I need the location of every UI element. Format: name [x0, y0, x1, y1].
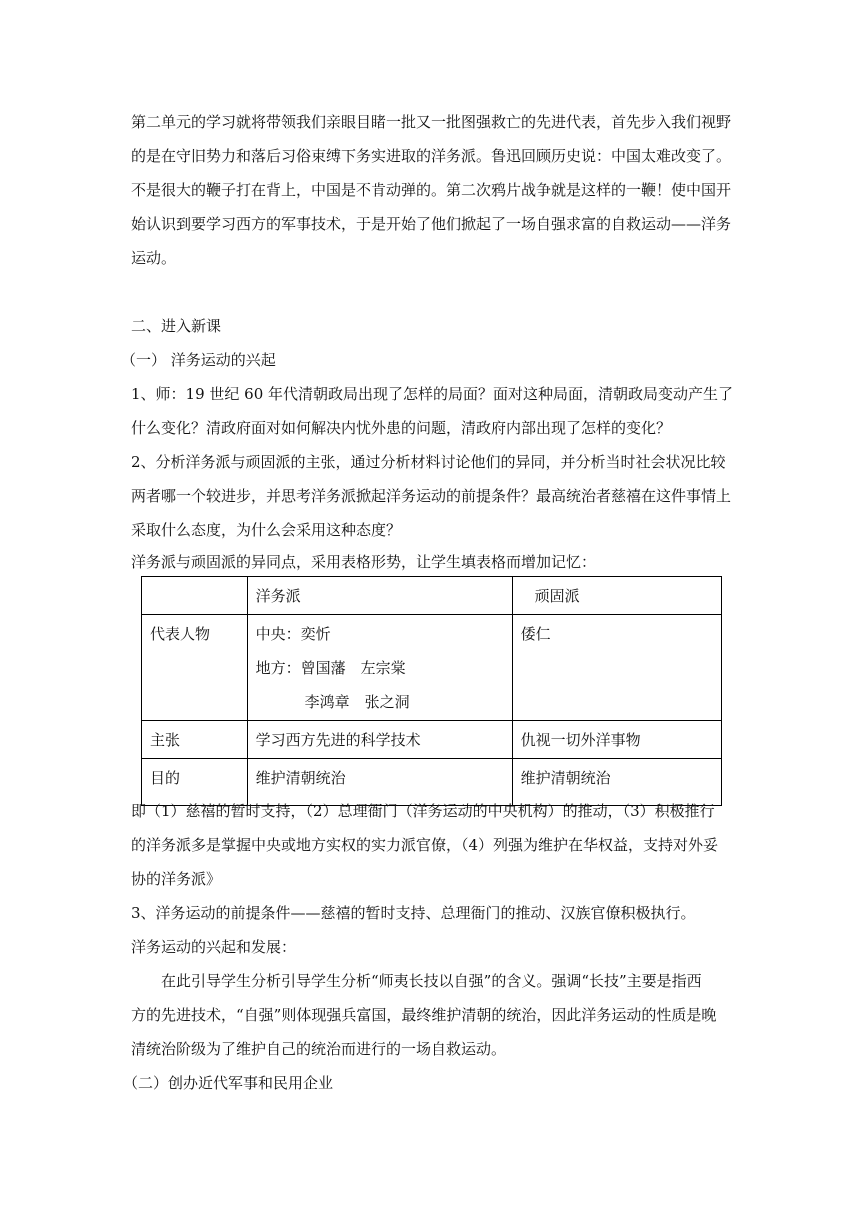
conditions-line-1: 即（1）慈禧的暂时支持，（2）总理衙门（洋务运动的中央机构）的推动，（3）积极推行	[131, 802, 715, 820]
intro-line-5: 运动。	[131, 249, 177, 267]
question-3: 3、洋务运动的前提条件——慈禧的暂时支持、总理衙门的推动、汉族官僚积极执行。	[131, 904, 696, 922]
table-row	[142, 721, 722, 759]
row-label-purpose: 目的	[142, 759, 248, 806]
subsection-heading-1: （一） 洋务运动的兴起	[121, 351, 276, 369]
section-heading: 二、进入新课	[131, 317, 222, 335]
rep-local-1: 地方：曾国藩 左宗棠	[255, 659, 406, 677]
question-2-line-3: 采取什么态度，为什么会采用这种态度？	[131, 521, 402, 539]
question-2-line-1: 2、分析洋务派与顽固派的主张，通过分析材料讨论他们的异同，并分析当时社会状况比较	[131, 453, 726, 471]
row-label-position: 主张	[142, 721, 248, 759]
conditions-line-3: 协的洋务派》	[131, 870, 222, 888]
question-1-line-2: 什么变化？清政府面对如何解决内忧外患的问题，清政府内部出现了怎样的变化？	[131, 419, 672, 437]
position-yangwu: 学习西方先进的科学技术	[247, 721, 512, 759]
analysis-line-3: 清统治阶级为了维护自己的统治而进行的一场自救运动。	[131, 1040, 507, 1058]
conditions-line-2: 的洋务派多是掌握中央或地方实权的实力派官僚，（4）列强为维护在华权益，支持对外妥	[131, 836, 719, 854]
rep-central: 中央：奕忻	[255, 625, 331, 643]
table-row	[142, 759, 722, 806]
table-header-yangwu: 洋务派	[247, 577, 512, 615]
table-header-row	[142, 577, 722, 615]
rep-local-2: 李鸿章 张之洞	[304, 693, 410, 711]
row-label-representatives: 代表人物	[142, 615, 248, 721]
question-2-line-2: 两者哪一个较进步，并思考洋务派掀起洋务运动的前提条件？最高统治者慈禧在这件事情上	[131, 487, 732, 505]
table-intro: 洋务派与顽固派的异同点，采用表格形势，让学生填表格而增加记忆：	[131, 553, 597, 571]
intro-line-1: 第二单元的学习就将带领我们亲眼目睹一批又一批图强救亡的先进代表，首先步入我们视野	[131, 113, 732, 131]
table-row	[142, 615, 722, 721]
subsection-heading-2: （二）创办近代军事和民用企业	[123, 1074, 334, 1092]
analysis-line-2: 方的先进技术，“自强”则体现强兵富国，最终维护清朝的统治，因此洋务运动的性质是晚	[131, 1006, 717, 1024]
comparison-table	[141, 576, 722, 806]
representatives-wangu: 倭仁	[512, 615, 721, 721]
representatives-yangwu	[247, 615, 512, 721]
table-header-wangu: 顽固派	[512, 577, 721, 615]
position-wangu: 仇视一切外洋事物	[512, 721, 721, 759]
rise-heading: 洋务运动的兴起和发展：	[131, 938, 297, 956]
purpose-yangwu: 维护清朝统治	[247, 759, 512, 806]
analysis-line-1: 在此引导学生分析引导学生分析“师夷长技以自强”的含义。强调“长技”主要是指西	[161, 972, 702, 990]
table-header-empty	[142, 577, 248, 615]
intro-line-4: 始认识到要学习西方的军事技术，于是开始了他们掀起了一场自强求富的自救运动——洋务	[131, 215, 732, 233]
intro-line-3: 不是很大的鞭子打在背上，中国是不肯动弹的。第二次鸦片战争就是这样的一鞭！使中国开	[131, 181, 732, 199]
purpose-wangu: 维护清朝统治	[512, 759, 721, 806]
question-1-line-1: 1、师：19 世纪 60 年代清朝政局出现了怎样的局面？面对这种局面，清朝政局变动产生了	[131, 385, 734, 403]
intro-line-2: 的是在守旧势力和落后习俗束缚下务实进取的洋务派。鲁迅回顾历史说：中国太难改变了。	[131, 147, 732, 165]
